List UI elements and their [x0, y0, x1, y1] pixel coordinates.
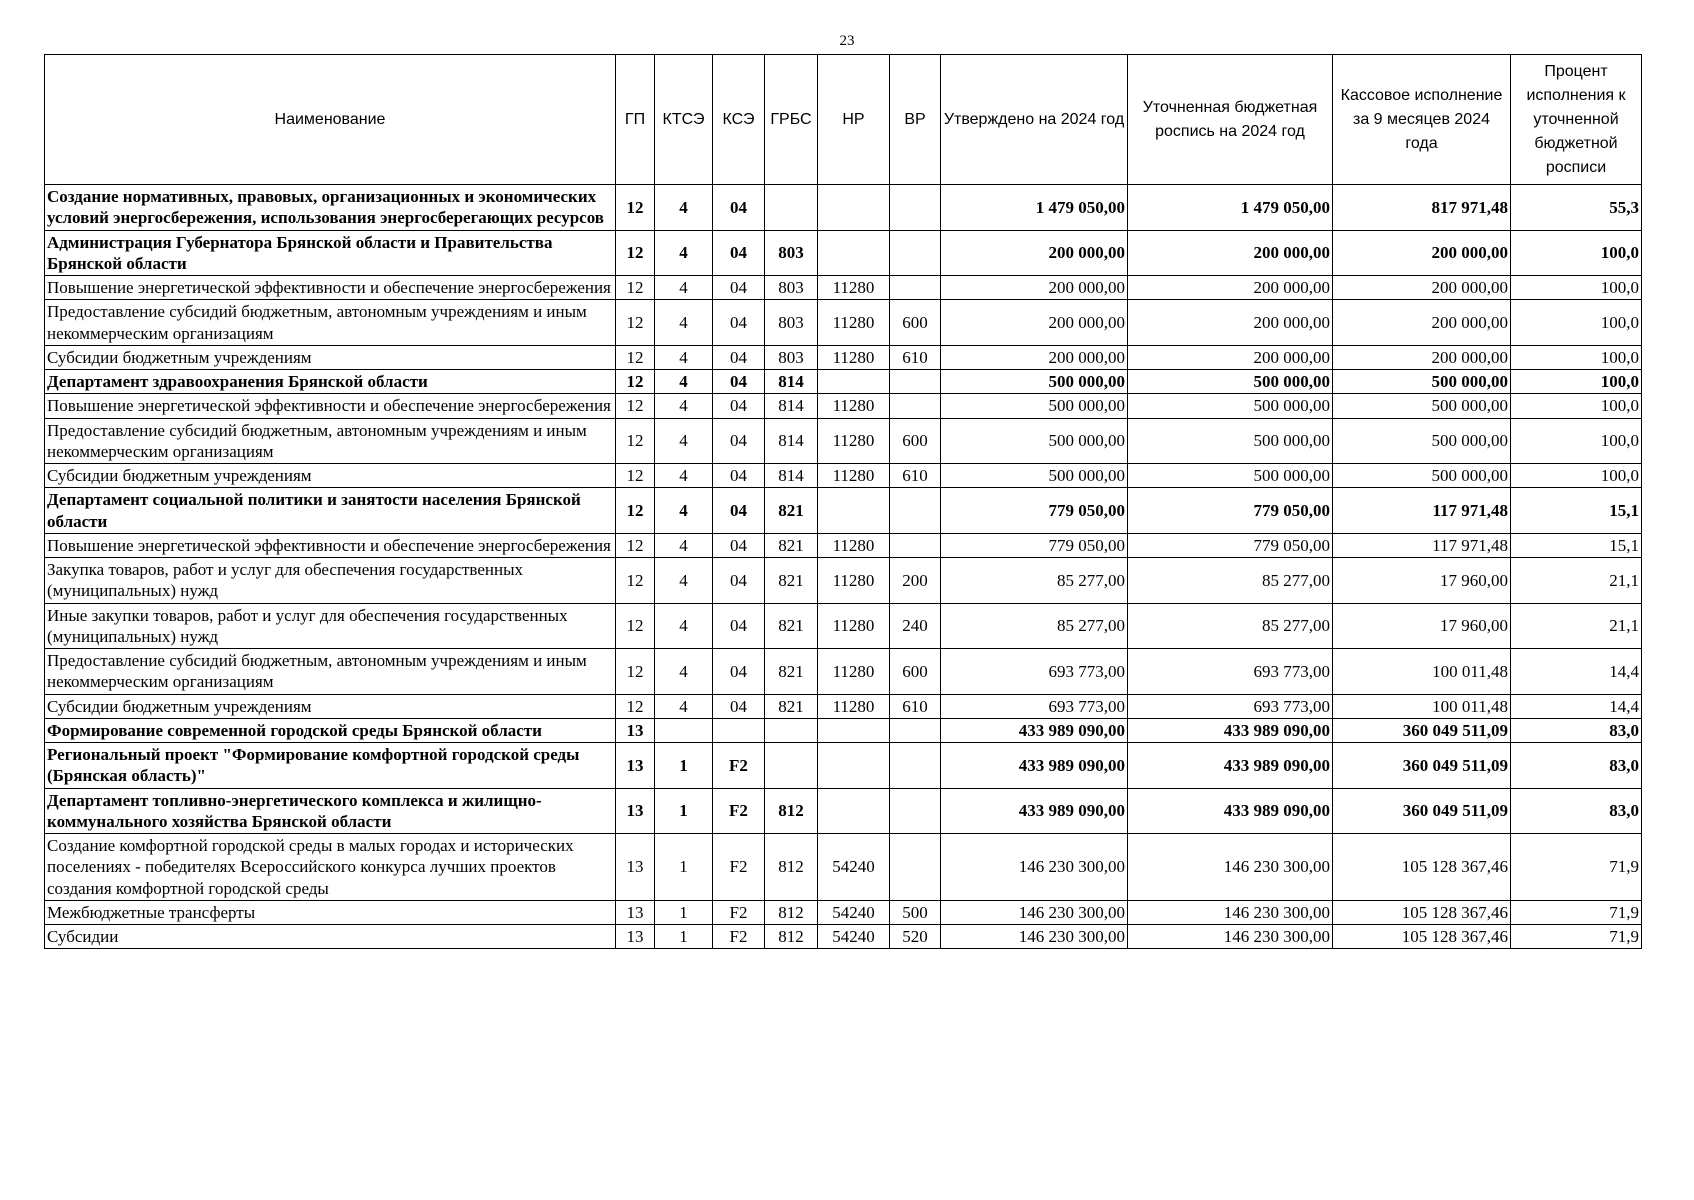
cell-gp: 12: [616, 418, 655, 464]
cell-approved: 200 000,00: [941, 345, 1128, 369]
cell-percent: 100,0: [1511, 394, 1642, 418]
cell-name: Департамент топливно-энергетического комплекса и жилищно-коммунального хозяйства Брянской области: [45, 788, 616, 834]
cell-percent: 100,0: [1511, 230, 1642, 276]
cell-name: Создание комфортной городской среды в малых городах и исторических поселениях - победителях Всероссийского конкурса лучших проектов создания комфортной городской среды: [45, 834, 616, 901]
cell-np: [818, 788, 890, 834]
cell-kse: [713, 718, 765, 742]
header-refined: Уточненная бюджетная роспись на 2024 год: [1128, 55, 1333, 185]
cell-ktse: 1: [655, 925, 713, 949]
cell-approved: 693 773,00: [941, 649, 1128, 695]
cell-name: Создание нормативных, правовых, организационных и экономических условий энергосбережения, использования энергосберегающих ресурсов: [45, 185, 616, 231]
cell-gp: 12: [616, 185, 655, 231]
table-row: [45, 603, 1642, 649]
table-row: [45, 300, 1642, 346]
cell-grbs: 821: [765, 694, 818, 718]
cell-percent: 100,0: [1511, 300, 1642, 346]
cell-cash: 200 000,00: [1333, 345, 1511, 369]
cell-ktse: 4: [655, 276, 713, 300]
header-row: [45, 55, 1642, 185]
cell-name: Повышение энергетической эффективности и обеспечение энергосбережения: [45, 276, 616, 300]
cell-gp: 13: [616, 743, 655, 789]
table-row: [45, 788, 1642, 834]
header-vr: ВР: [890, 55, 941, 185]
cell-approved: 500 000,00: [941, 370, 1128, 394]
cell-grbs: 803: [765, 230, 818, 276]
header-name: Наименование: [45, 55, 616, 185]
cell-percent: 83,0: [1511, 788, 1642, 834]
cell-refined: 146 230 300,00: [1128, 834, 1333, 901]
cell-name: Субсидии: [45, 925, 616, 949]
header-np: НР: [818, 55, 890, 185]
cell-name: Региональный проект "Формирование комфортной городской среды (Брянская область)": [45, 743, 616, 789]
cell-vr: [890, 370, 941, 394]
header-ktse: КТСЭ: [655, 55, 713, 185]
header-kse: КСЭ: [713, 55, 765, 185]
cell-gp: 13: [616, 925, 655, 949]
cell-ktse: 4: [655, 649, 713, 695]
header-grbs: ГРБС: [765, 55, 818, 185]
cell-percent: 100,0: [1511, 370, 1642, 394]
cell-grbs: 814: [765, 370, 818, 394]
cell-approved: 146 230 300,00: [941, 900, 1128, 924]
cell-percent: 100,0: [1511, 276, 1642, 300]
cell-grbs: [765, 185, 818, 231]
cell-np: 11280: [818, 394, 890, 418]
cell-percent: 83,0: [1511, 718, 1642, 742]
cell-ktse: 4: [655, 345, 713, 369]
cell-name: Формирование современной городской среды Брянской области: [45, 718, 616, 742]
cell-kse: 04: [713, 603, 765, 649]
cell-kse: 04: [713, 394, 765, 418]
cell-refined: 200 000,00: [1128, 276, 1333, 300]
cell-approved: 693 773,00: [941, 694, 1128, 718]
cell-cash: 500 000,00: [1333, 418, 1511, 464]
cell-cash: 100 011,48: [1333, 649, 1511, 695]
cell-vr: [890, 276, 941, 300]
cell-percent: 55,3: [1511, 185, 1642, 231]
cell-grbs: 814: [765, 394, 818, 418]
table-row: [45, 394, 1642, 418]
table-row: [45, 743, 1642, 789]
cell-ktse: 4: [655, 418, 713, 464]
cell-refined: 500 000,00: [1128, 464, 1333, 488]
cell-vr: [890, 185, 941, 231]
cell-kse: 04: [713, 533, 765, 557]
budget-table: [44, 54, 1642, 949]
cell-vr: [890, 230, 941, 276]
cell-gp: 12: [616, 488, 655, 534]
cell-vr: 610: [890, 345, 941, 369]
table-row: [45, 925, 1642, 949]
cell-refined: 146 230 300,00: [1128, 925, 1333, 949]
cell-gp: 13: [616, 900, 655, 924]
cell-cash: 105 128 367,46: [1333, 834, 1511, 901]
cell-ktse: 4: [655, 558, 713, 604]
cell-np: 11280: [818, 345, 890, 369]
cell-grbs: 821: [765, 558, 818, 604]
cell-kse: F2: [713, 743, 765, 789]
cell-ktse: 4: [655, 694, 713, 718]
cell-percent: 71,9: [1511, 900, 1642, 924]
cell-kse: 04: [713, 694, 765, 718]
cell-kse: 04: [713, 464, 765, 488]
cell-ktse: 4: [655, 185, 713, 231]
cell-name: Межбюджетные трансферты: [45, 900, 616, 924]
cell-grbs: 821: [765, 533, 818, 557]
cell-np: 11280: [818, 276, 890, 300]
cell-grbs: 803: [765, 300, 818, 346]
cell-gp: 12: [616, 558, 655, 604]
header-percent: Процент исполнения к уточненной бюджетной росписи: [1511, 55, 1642, 185]
cell-vr: [890, 743, 941, 789]
cell-np: 11280: [818, 649, 890, 695]
table-row: [45, 345, 1642, 369]
cell-approved: 200 000,00: [941, 300, 1128, 346]
cell-gp: 12: [616, 533, 655, 557]
cell-approved: 1 479 050,00: [941, 185, 1128, 231]
cell-kse: 04: [713, 418, 765, 464]
cell-name: Предоставление субсидий бюджетным, автономным учреждениям и иным некоммерческим организациям: [45, 649, 616, 695]
cell-cash: 817 971,48: [1333, 185, 1511, 231]
cell-name: Повышение энергетической эффективности и обеспечение энергосбережения: [45, 394, 616, 418]
cell-cash: 360 049 511,09: [1333, 718, 1511, 742]
cell-approved: 85 277,00: [941, 603, 1128, 649]
cell-gp: 12: [616, 649, 655, 695]
cell-gp: 13: [616, 718, 655, 742]
cell-name: Субсидии бюджетным учреждениям: [45, 694, 616, 718]
cell-ktse: 4: [655, 370, 713, 394]
cell-vr: 200: [890, 558, 941, 604]
cell-vr: 610: [890, 464, 941, 488]
cell-cash: 200 000,00: [1333, 300, 1511, 346]
cell-np: 54240: [818, 925, 890, 949]
cell-vr: 600: [890, 418, 941, 464]
cell-np: [818, 488, 890, 534]
cell-vr: [890, 394, 941, 418]
cell-grbs: 803: [765, 276, 818, 300]
cell-name: Департамент социальной политики и занятости населения Брянской области: [45, 488, 616, 534]
cell-kse: F2: [713, 788, 765, 834]
cell-refined: 433 989 090,00: [1128, 718, 1333, 742]
cell-refined: 779 050,00: [1128, 488, 1333, 534]
table-row: [45, 370, 1642, 394]
cell-percent: 14,4: [1511, 694, 1642, 718]
cell-name: Предоставление субсидий бюджетным, автономным учреждениям и иным некоммерческим организациям: [45, 300, 616, 346]
cell-refined: 693 773,00: [1128, 649, 1333, 695]
cell-ktse: 4: [655, 230, 713, 276]
cell-approved: 146 230 300,00: [941, 925, 1128, 949]
cell-gp: 13: [616, 834, 655, 901]
cell-kse: 04: [713, 345, 765, 369]
cell-vr: [890, 718, 941, 742]
header-cash: Кассовое исполнение за 9 месяцев 2024 года: [1333, 55, 1511, 185]
cell-kse: F2: [713, 900, 765, 924]
cell-np: [818, 185, 890, 231]
cell-grbs: 814: [765, 464, 818, 488]
cell-cash: 500 000,00: [1333, 394, 1511, 418]
cell-percent: 83,0: [1511, 743, 1642, 789]
cell-kse: F2: [713, 834, 765, 901]
cell-cash: 17 960,00: [1333, 558, 1511, 604]
cell-cash: 117 971,48: [1333, 488, 1511, 534]
cell-approved: 433 989 090,00: [941, 743, 1128, 789]
cell-gp: 12: [616, 230, 655, 276]
cell-cash: 17 960,00: [1333, 603, 1511, 649]
cell-refined: 500 000,00: [1128, 418, 1333, 464]
page-number: 23: [839, 33, 855, 49]
cell-ktse: 1: [655, 900, 713, 924]
cell-vr: [890, 488, 941, 534]
table-row: [45, 185, 1642, 231]
cell-vr: 520: [890, 925, 941, 949]
cell-percent: 100,0: [1511, 345, 1642, 369]
table-row: [45, 649, 1642, 695]
cell-gp: 12: [616, 394, 655, 418]
cell-percent: 21,1: [1511, 558, 1642, 604]
cell-gp: 12: [616, 276, 655, 300]
cell-refined: 1 479 050,00: [1128, 185, 1333, 231]
cell-ktse: 1: [655, 834, 713, 901]
cell-approved: 433 989 090,00: [941, 718, 1128, 742]
cell-approved: 500 000,00: [941, 394, 1128, 418]
cell-cash: 105 128 367,46: [1333, 900, 1511, 924]
header-approved: Утверждено на 2024 год: [941, 55, 1128, 185]
cell-cash: 500 000,00: [1333, 370, 1511, 394]
cell-refined: 779 050,00: [1128, 533, 1333, 557]
header-gp: ГП: [616, 55, 655, 185]
cell-vr: 500: [890, 900, 941, 924]
table-row: [45, 533, 1642, 557]
cell-cash: 360 049 511,09: [1333, 788, 1511, 834]
cell-kse: 04: [713, 230, 765, 276]
cell-gp: 12: [616, 603, 655, 649]
cell-gp: 12: [616, 345, 655, 369]
cell-refined: 200 000,00: [1128, 345, 1333, 369]
cell-grbs: 812: [765, 900, 818, 924]
cell-refined: 200 000,00: [1128, 300, 1333, 346]
table-row: [45, 464, 1642, 488]
cell-grbs: 812: [765, 834, 818, 901]
cell-cash: 360 049 511,09: [1333, 743, 1511, 789]
cell-kse: 04: [713, 185, 765, 231]
cell-cash: 100 011,48: [1333, 694, 1511, 718]
cell-refined: 500 000,00: [1128, 394, 1333, 418]
cell-cash: 500 000,00: [1333, 464, 1511, 488]
cell-np: [818, 743, 890, 789]
table-row: [45, 558, 1642, 604]
cell-np: 11280: [818, 533, 890, 557]
cell-gp: 12: [616, 464, 655, 488]
cell-name: Закупка товаров, работ и услуг для обеспечения государственных (муниципальных) нужд: [45, 558, 616, 604]
cell-approved: 200 000,00: [941, 230, 1128, 276]
cell-grbs: 812: [765, 925, 818, 949]
cell-vr: 600: [890, 649, 941, 695]
cell-refined: 85 277,00: [1128, 603, 1333, 649]
cell-kse: 04: [713, 276, 765, 300]
cell-vr: 240: [890, 603, 941, 649]
cell-ktse: 4: [655, 488, 713, 534]
cell-approved: 433 989 090,00: [941, 788, 1128, 834]
cell-percent: 100,0: [1511, 464, 1642, 488]
cell-grbs: [765, 718, 818, 742]
cell-vr: [890, 533, 941, 557]
cell-gp: 12: [616, 694, 655, 718]
cell-ktse: 1: [655, 743, 713, 789]
cell-gp: 12: [616, 370, 655, 394]
cell-np: 11280: [818, 300, 890, 346]
cell-ktse: 4: [655, 533, 713, 557]
table-row: [45, 900, 1642, 924]
cell-kse: F2: [713, 925, 765, 949]
table-body: [45, 185, 1642, 949]
cell-name: Субсидии бюджетным учреждениям: [45, 464, 616, 488]
cell-vr: 600: [890, 300, 941, 346]
cell-refined: 433 989 090,00: [1128, 743, 1333, 789]
cell-kse: 04: [713, 488, 765, 534]
cell-np: [818, 370, 890, 394]
cell-np: 11280: [818, 464, 890, 488]
cell-np: 54240: [818, 834, 890, 901]
cell-percent: 100,0: [1511, 418, 1642, 464]
cell-percent: 15,1: [1511, 533, 1642, 557]
cell-grbs: 821: [765, 603, 818, 649]
table-row: [45, 694, 1642, 718]
cell-ktse: 4: [655, 300, 713, 346]
cell-percent: 21,1: [1511, 603, 1642, 649]
cell-approved: 500 000,00: [941, 464, 1128, 488]
cell-np: 54240: [818, 900, 890, 924]
cell-np: 11280: [818, 558, 890, 604]
cell-approved: 779 050,00: [941, 533, 1128, 557]
cell-ktse: 1: [655, 788, 713, 834]
cell-approved: 779 050,00: [941, 488, 1128, 534]
cell-grbs: [765, 743, 818, 789]
cell-refined: 433 989 090,00: [1128, 788, 1333, 834]
cell-np: 11280: [818, 603, 890, 649]
table-row: [45, 718, 1642, 742]
table-row: [45, 834, 1642, 901]
cell-ktse: 4: [655, 603, 713, 649]
cell-kse: 04: [713, 558, 765, 604]
cell-ktse: [655, 718, 713, 742]
cell-kse: 04: [713, 300, 765, 346]
cell-grbs: 803: [765, 345, 818, 369]
cell-percent: 71,9: [1511, 925, 1642, 949]
cell-name: Администрация Губернатора Брянской области и Правительства Брянской области: [45, 230, 616, 276]
cell-gp: 12: [616, 300, 655, 346]
cell-grbs: 821: [765, 488, 818, 534]
cell-cash: 105 128 367,46: [1333, 925, 1511, 949]
cell-refined: 146 230 300,00: [1128, 900, 1333, 924]
cell-kse: 04: [713, 370, 765, 394]
table-row: [45, 230, 1642, 276]
cell-vr: [890, 834, 941, 901]
cell-vr: [890, 788, 941, 834]
cell-grbs: 821: [765, 649, 818, 695]
cell-np: [818, 230, 890, 276]
cell-ktse: 4: [655, 464, 713, 488]
cell-name: Субсидии бюджетным учреждениям: [45, 345, 616, 369]
cell-np: 11280: [818, 694, 890, 718]
table-row: [45, 418, 1642, 464]
cell-approved: 85 277,00: [941, 558, 1128, 604]
cell-gp: 13: [616, 788, 655, 834]
table-row: [45, 276, 1642, 300]
cell-grbs: 812: [765, 788, 818, 834]
cell-vr: 610: [890, 694, 941, 718]
cell-approved: 500 000,00: [941, 418, 1128, 464]
cell-name: Департамент здравоохранения Брянской области: [45, 370, 616, 394]
cell-refined: 693 773,00: [1128, 694, 1333, 718]
cell-kse: 04: [713, 649, 765, 695]
cell-percent: 71,9: [1511, 834, 1642, 901]
cell-cash: 117 971,48: [1333, 533, 1511, 557]
cell-refined: 500 000,00: [1128, 370, 1333, 394]
cell-cash: 200 000,00: [1333, 276, 1511, 300]
cell-np: 11280: [818, 418, 890, 464]
cell-name: Предоставление субсидий бюджетным, автономным учреждениям и иным некоммерческим организациям: [45, 418, 616, 464]
cell-grbs: 814: [765, 418, 818, 464]
cell-name: Повышение энергетической эффективности и обеспечение энергосбережения: [45, 533, 616, 557]
cell-percent: 15,1: [1511, 488, 1642, 534]
cell-ktse: 4: [655, 394, 713, 418]
cell-cash: 200 000,00: [1333, 230, 1511, 276]
cell-name: Иные закупки товаров, работ и услуг для обеспечения государственных (муниципальных) нужд: [45, 603, 616, 649]
cell-np: [818, 718, 890, 742]
cell-approved: 146 230 300,00: [941, 834, 1128, 901]
cell-percent: 14,4: [1511, 649, 1642, 695]
cell-approved: 200 000,00: [941, 276, 1128, 300]
cell-refined: 200 000,00: [1128, 230, 1333, 276]
cell-refined: 85 277,00: [1128, 558, 1333, 604]
table-row: [45, 488, 1642, 534]
